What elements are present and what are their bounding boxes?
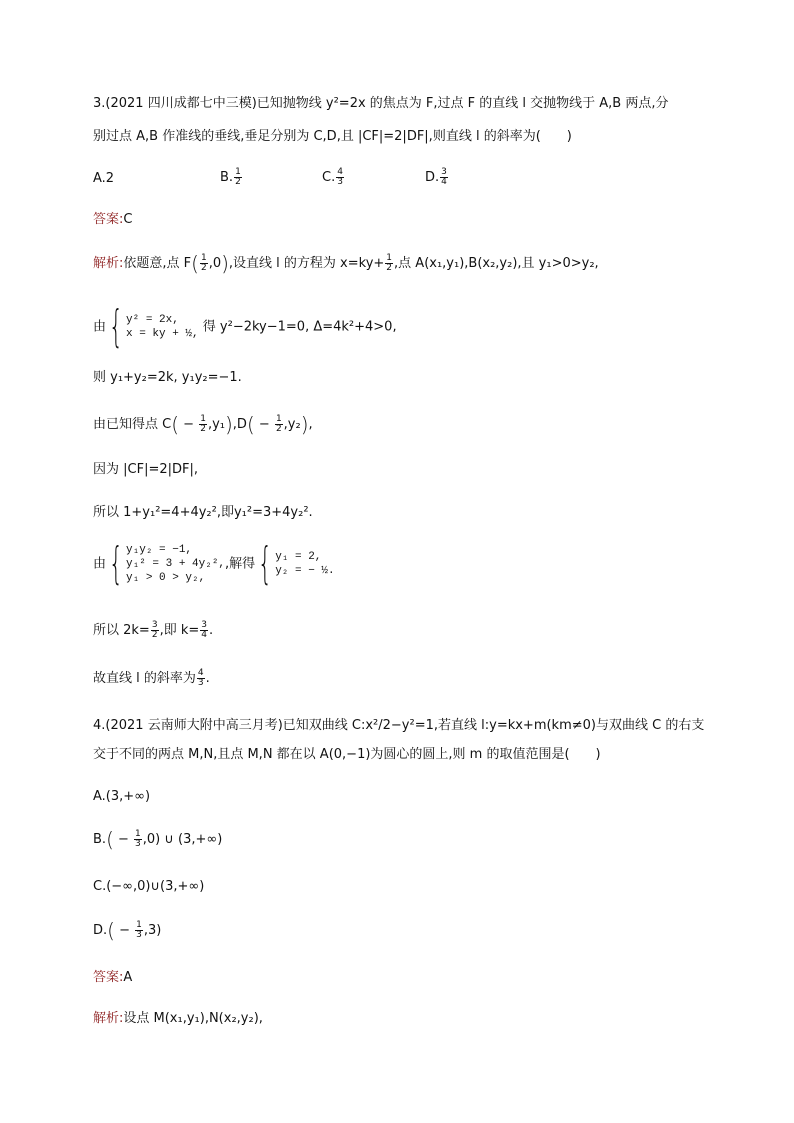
q3-analysis-7: 由 { y₁y₂ = −1, y₁² = 3 + 4y₂², y₁ > 0 > y₂, ,解得 { y₁ = 2, y₂ = − ½. (93, 538, 335, 589)
q3-analysis-5: 因为 |CF|=2|DF|, (93, 462, 198, 477)
q3-analysis-6: 所以 1+y₁²=4+4y₂²,即y₁²=3+4y₂². (93, 505, 313, 520)
q4-option-a: A.(3,+∞) (93, 789, 151, 804)
q3-option-a: A.2 (93, 171, 115, 186)
q3-stem-line2: 别过点 A,B 作准线的垂线,垂足分别为 C,D,且 |CF|=2|DF|,则直线 l 的斜率为( ) (93, 129, 572, 144)
q3-option-b: B. $\frac{1}{2}$ (220, 167, 241, 187)
q3-stem-line1: 3.(2021 四川成都七中三模)已知抛物线 y²=2x 的焦点为 F,过点 F 的直线 l 交抛物线于 A,B 两点,分 (93, 96, 669, 111)
q4-option-c: C.(−∞,0)∪(3,+∞) (93, 879, 205, 894)
q3-analysis-2: 由 { y² = 2x, x = ky + ½, 得 y²−2ky−1=0, Δ=4k²+4>0, (93, 301, 397, 352)
q3-analysis-9: 故直线 l 的斜率为 $\frac{4}{3}$ . (93, 668, 210, 688)
q3-options (93, 168, 693, 190)
q3-option-d: D. $\frac{3}{4}$ (425, 167, 447, 187)
q3-answer: 答案:C (93, 212, 133, 227)
q4-stem-line1: 4.(2021 云南师大附中高三月考)已知双曲线 C:x²/2−y²=1,若直线 l:y=kx+m(km≠0)与双曲线 C 的右支 (93, 718, 705, 733)
q3-analysis-8: 所以 2k= $\frac{3}{2}$ ,即 k= $\frac{3}{4}$ . (93, 620, 214, 640)
q4-answer: 答案:A (93, 970, 133, 985)
q4-stem-line2: 交于不同的两点 M,N,且点 M,N 都在以 A(0,−1)为圆心的圆上,则 m 的取值范围是( ) (93, 747, 601, 762)
q3-analysis-4: 由已知得点 C( − $\frac{1}{2}$ ,y₁),D( − $\frac{1}{2}$ ,y₂), (93, 412, 313, 437)
q4-option-d: D.( − $\frac{1}{3}$ ,3) (93, 918, 162, 943)
q4-option-b: B.( − $\frac{1}{3}$ ,0) ∪ (3,+∞) (93, 827, 223, 852)
q3-option-c: C. $\frac{4}{3}$ (322, 167, 343, 187)
q4-analysis-1: 解析:设点 M(x₁,y₁),N(x₂,y₂), (93, 1011, 263, 1026)
equation-system: { y² = 2x, x = ky + ½, (109, 301, 199, 352)
q3-analysis-3: 则 y₁+y₂=2k, y₁y₂=−1. (93, 370, 242, 385)
q3-analysis-1: 解析:依题意,点 F( $\frac{1}{2}$ ,0),设直线 l 的方程为 x=ky+ $\frac{1}{2}$ ,点 A(x₁,y₁),B(x₂,y₂),且 y₁>0>y₂, (93, 251, 599, 276)
